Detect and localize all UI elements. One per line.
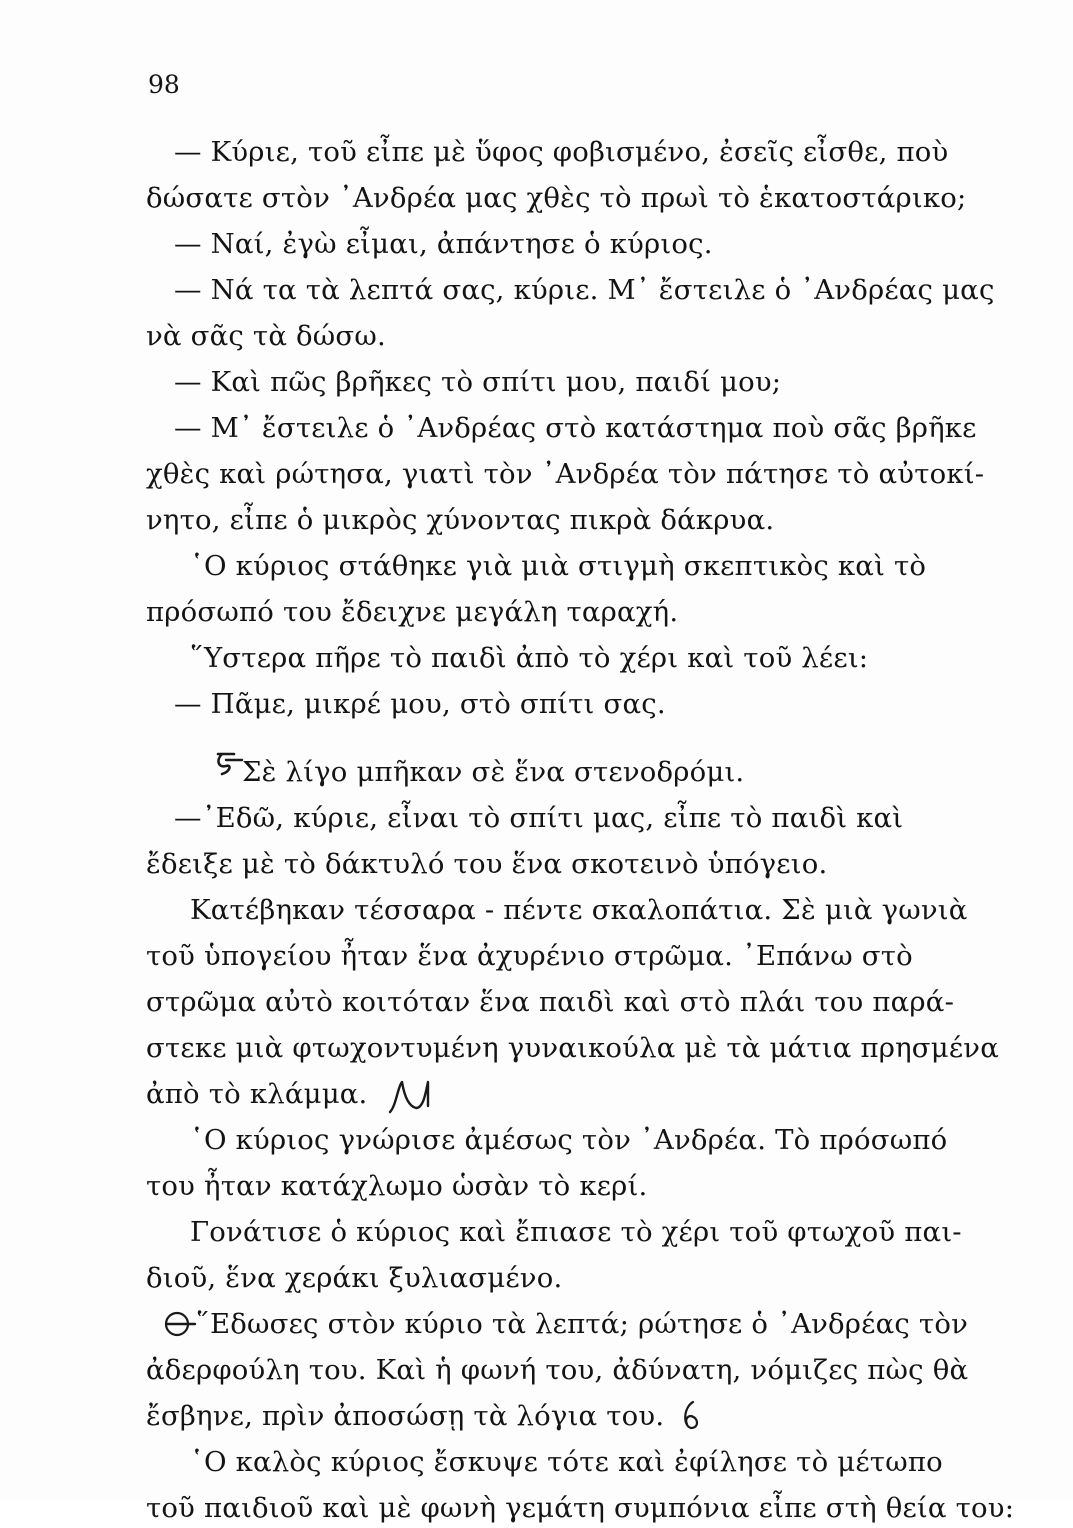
text-line: — Νά τα τὰ λεπτά σας, κύριε. Μ᾽ ἔστειλε ὁ ᾽Ανδρέας μας <box>174 274 995 306</box>
handwritten-correction-mark <box>382 1076 436 1120</box>
text-line: ἀπὸ τὸ κλάμμα. <box>146 1078 368 1110</box>
text-line: ἔδειξε μὲ τὸ δάκτυλό του ἕνα σκοτεινὸ ὑπόγειο. <box>146 848 828 880</box>
text-line: Γονάτισε ὁ κύριος καὶ ἔπιασε τὸ χέρι τοῦ φτωχοῦ παι- <box>190 1216 962 1248</box>
handwritten-circle-mark <box>677 1398 705 1434</box>
text-line: — Κύριε, τοῦ εἶπε μὲ ὕφος φοβισμένο, ἐσεῖς εἶσθε, ποὺ <box>174 136 949 168</box>
handwritten-dash-mark <box>163 1306 199 1344</box>
text-line: — Ναί, ἐγὼ εἶμαι, ἀπάντησε ὁ κύριος. <box>174 228 713 260</box>
text-line: —᾽Εδῶ, κύριε, εἶναι τὸ σπίτι μας, εἶπε τὸ παιδὶ καὶ <box>174 802 904 834</box>
page-number: 98 <box>148 70 180 99</box>
text-line: στεκε μιὰ φτωχοντυμένη γυναικούλα μὲ τὰ μάτια πρησμένα <box>146 1032 999 1064</box>
text-line: χθὲς καὶ ρώτησα, γιατὶ τὸν ᾽Ανδρέα τὸν πάτησε τὸ αὐτοκί- <box>146 458 985 490</box>
text-line: τοῦ παιδιοῦ καὶ μὲ φωνὴ γεμάτη συμπόνια εἶπε στὴ θεία του: <box>146 1492 1015 1524</box>
text-line: ῾Ο κύριος στάθηκε γιὰ μιὰ στιγμὴ σκεπτικὸς καὶ τὸ <box>190 550 927 582</box>
text-line: Κατέβηκαν τέσσαρα - πέντε σκαλοπάτια. Σὲ μιὰ γωνιὰ <box>190 894 968 926</box>
text-line: διοῦ, ἕνα χεράκι ξυλιασμένο. <box>146 1262 563 1294</box>
text-line: ῞Εδωσες στὸν κύριο τὰ λεπτά; ρώτησε ὁ ᾽Ανδρέας τὸν <box>196 1308 969 1340</box>
text-line: — Πᾶμε, μικρέ μου, στὸ σπίτι σας. <box>174 688 666 720</box>
text-line: πρόσωπό του ἔδειχνε μεγάλη ταραχή. <box>146 596 679 628</box>
text-line: του ἦταν κατάχλωμο ὡσὰν τὸ κερί. <box>146 1170 648 1202</box>
text-line: ῾Ο κύριος γνώρισε ἀμέσως τὸν ᾽Ανδρέα. Τὸ πρόσωπό <box>190 1124 948 1156</box>
handwritten-paragraph-mark <box>212 750 246 782</box>
text-line: ἀδερφούλη του. Καὶ ἡ φωνή του, ἀδύνατη, νόμιζες πὼς θὰ <box>146 1354 969 1386</box>
text-line: — Μ᾽ ἔστειλε ὁ ᾽Ανδρέας στὸ κατάστημα ποὺ σᾶς βρῆκε <box>174 412 977 444</box>
text-line: ῾Ο καλὸς κύριος ἔσκυψε τότε καὶ ἐφίλησε τὸ μέτωπο <box>190 1446 943 1478</box>
text-line: τοῦ ὑπογείου ἦταν ἕνα ἀχυρένιο στρῶμα. ᾽Επάνω στὸ <box>146 940 913 972</box>
text-line: δώσατε στὸν ᾽Ανδρέα μας χθὲς τὸ πρωὶ τὸ ἑκατοστάρικο; <box>146 182 967 214</box>
text-line: νὰ σᾶς τὰ δώσω. <box>146 320 386 352</box>
text-line: ἔσβηνε, πρὶν ἀποσώσῃ τὰ λόγια του. <box>146 1400 665 1432</box>
text-line: στρῶμα αὐτὸ κοιτόταν ἕνα παιδὶ καὶ στὸ πλάι του παρά- <box>146 986 955 1018</box>
text-line: Σὲ λίγο μπῆκαν σὲ ἕνα στενοδρόμι. <box>242 756 745 788</box>
text-line: νητο, εἶπε ὁ μικρὸς χύνοντας πικρὰ δάκρυα. <box>146 504 775 536</box>
text-line: ῞Υστερα πῆρε τὸ παιδὶ ἀπὸ τὸ χέρι καὶ τοῦ λέει: <box>190 642 869 674</box>
text-line: — Καὶ πῶς βρῆκες τὸ σπίτι μου, παιδί μου; <box>174 366 782 398</box>
